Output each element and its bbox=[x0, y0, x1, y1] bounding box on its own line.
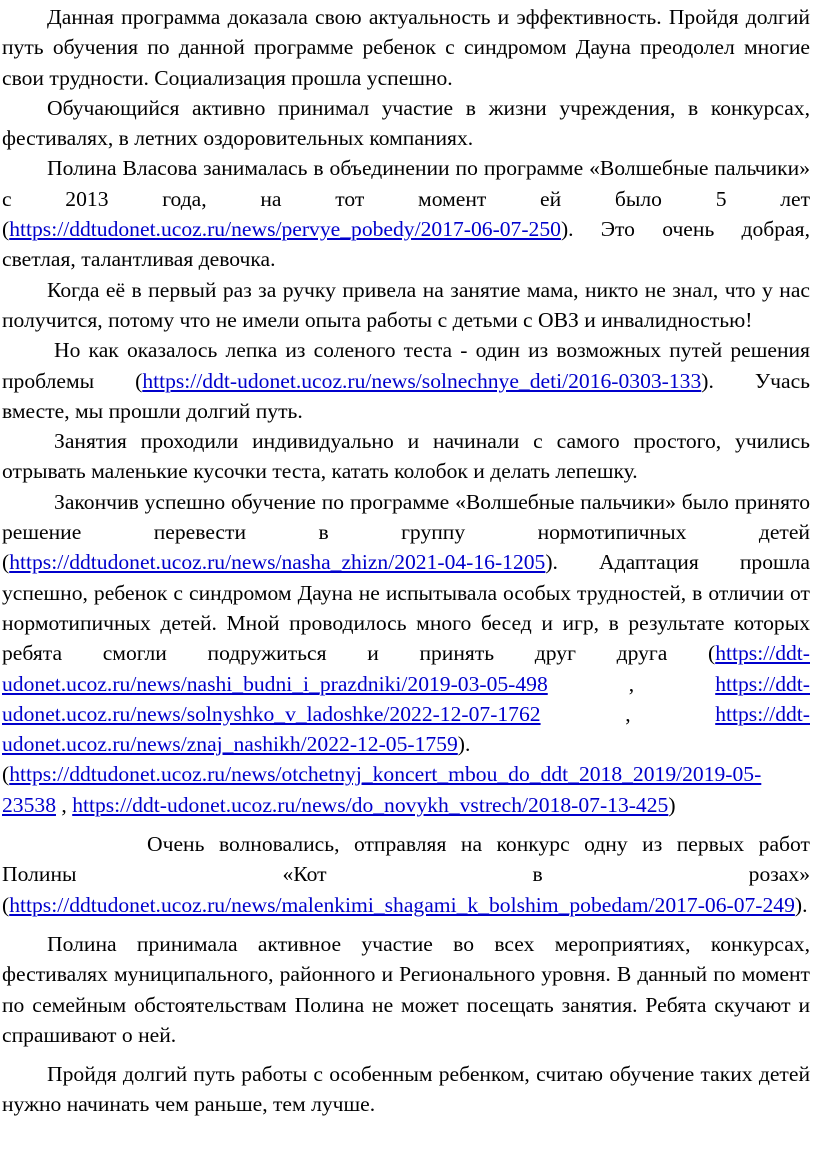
paragraph-contest bbox=[2, 829, 810, 920]
paragraph-lessons: Занятия проходили индивидуально и начинали с самого простого, учились отрывать маленькие кусочки теста, катать колобок и делать лепешку. bbox=[2, 429, 810, 484]
paragraph-program-effectiveness: Данная программа доказала свою актуальность и эффективность. Пройдя долгий путь обучения по данной программе ребенок с синдромом Дауна преодолел многие свои трудности. Социализация прошла успешно. bbox=[2, 5, 810, 90]
link-pervye-pobedy[interactable]: https://ddtudonet.ucoz.ru/news/pervye_pobedy/2017-06-07-250 bbox=[9, 217, 561, 242]
text: ). bbox=[794, 892, 808, 917]
link-otchetnyj-koncert[interactable]: https://ddtudonet.ucoz.ru/news/otchetnyj_koncert_mbou_do_ddt_2018_2019/2019-05-23538 bbox=[2, 762, 762, 817]
link-do-novykh-vstrech[interactable]: https://ddt-udonet.ucoz.ru/news/do_novykh_vstrech/2018-07-13-425 bbox=[72, 792, 669, 817]
text: , bbox=[547, 671, 716, 696]
text: Закончив успешно обучение по программе «Волшебные пальчики» было принято решение перевести в группу нормотипичных детей ( bbox=[2, 489, 810, 575]
text: Полина Власова занималась в объединении по программе «Волшебные пальчики» с 2013 года, на тот момент ей было 5 лет ( bbox=[2, 156, 810, 242]
paragraph-participation: Обучающийся активно принимал участие в жизни учреждения, в конкурсах, фестивалях, в летних оздоровительных компаниях. bbox=[2, 95, 810, 151]
text: , bbox=[55, 792, 73, 817]
paragraph-salt-dough bbox=[2, 335, 810, 426]
text: ). Адаптация прошла успешно, ребенок с синдромом Дауна не испытывала особых трудностей, в отличии от нормотипичных детей. Мной проводилось много бесед и игр, в результате которых ребята смогли подружиться и принять друг друга ( bbox=[2, 550, 810, 666]
paragraph-first-time: Когда её в первый раз за ручку привела на занятие мама, никто не знал, что у нас получится, потому что не имели опыта работы с детьми с ОВЗ и инвалидностью! bbox=[2, 277, 810, 332]
paragraph-conclusion: Пройдя долгий путь работы с особенным ребенком, считаю обучение таких детей нужно начинать чем раньше, тем лучше. bbox=[2, 1062, 810, 1117]
text: ). Это очень добрая, светлая, талантливая девочка. bbox=[2, 217, 810, 272]
text: Но как оказалось лепка из соленого теста - один из возможных путей решения проблемы ( bbox=[2, 338, 810, 393]
text: Очень волновались, отправляя на конкурс одну из первых работ Полины «Кот в розах» ( bbox=[2, 832, 810, 917]
text: ). ( bbox=[2, 732, 471, 787]
link-nasha-zhizn[interactable]: https://ddtudonet.ucoz.ru/news/nasha_zhizn/2021-04-16-1205 bbox=[9, 550, 546, 575]
paragraph-adaptation bbox=[2, 487, 810, 820]
link-solnechnye-deti[interactable]: https://ddt-udonet.ucoz.ru/news/solnechnye_deti/2016-0303-133 bbox=[142, 368, 702, 393]
link-solnyshko[interactable]: https://ddt-udonet.ucoz.ru/news/solnyshko_v_ladoshke/2022-12-07-1762 bbox=[2, 671, 810, 726]
text: ) bbox=[668, 792, 676, 817]
link-malenkimi-shagami[interactable]: https://ddtudonet.ucoz.ru/news/malenkimi_shagami_k_bolshim_pobedam/2017-06-07-249 bbox=[9, 892, 795, 917]
link-nashi-budni[interactable]: https://ddt-udonet.ucoz.ru/news/nashi_budni_i_prazdniki/2019-03-05-498 bbox=[2, 641, 810, 696]
link-znaj-nashikh[interactable]: https://ddt-udonet.ucoz.ru/news/znaj_nashikh/2022-12-05-1759 bbox=[2, 701, 810, 757]
text: , bbox=[540, 701, 716, 726]
text: ). Учась вместе, мы прошли долгий путь. bbox=[2, 368, 810, 423]
paragraph-polina-intro bbox=[2, 153, 810, 274]
paragraph-activity: Полина принимала активное участие во всех мероприятиях, конкурсах, фестивалях муниципального, районного и Регионального уровня. В данный по момент по семейным обстоятельствам Полина не может посещать занятия. Ребята скучают и спрашивают о ней. bbox=[2, 931, 810, 1047]
